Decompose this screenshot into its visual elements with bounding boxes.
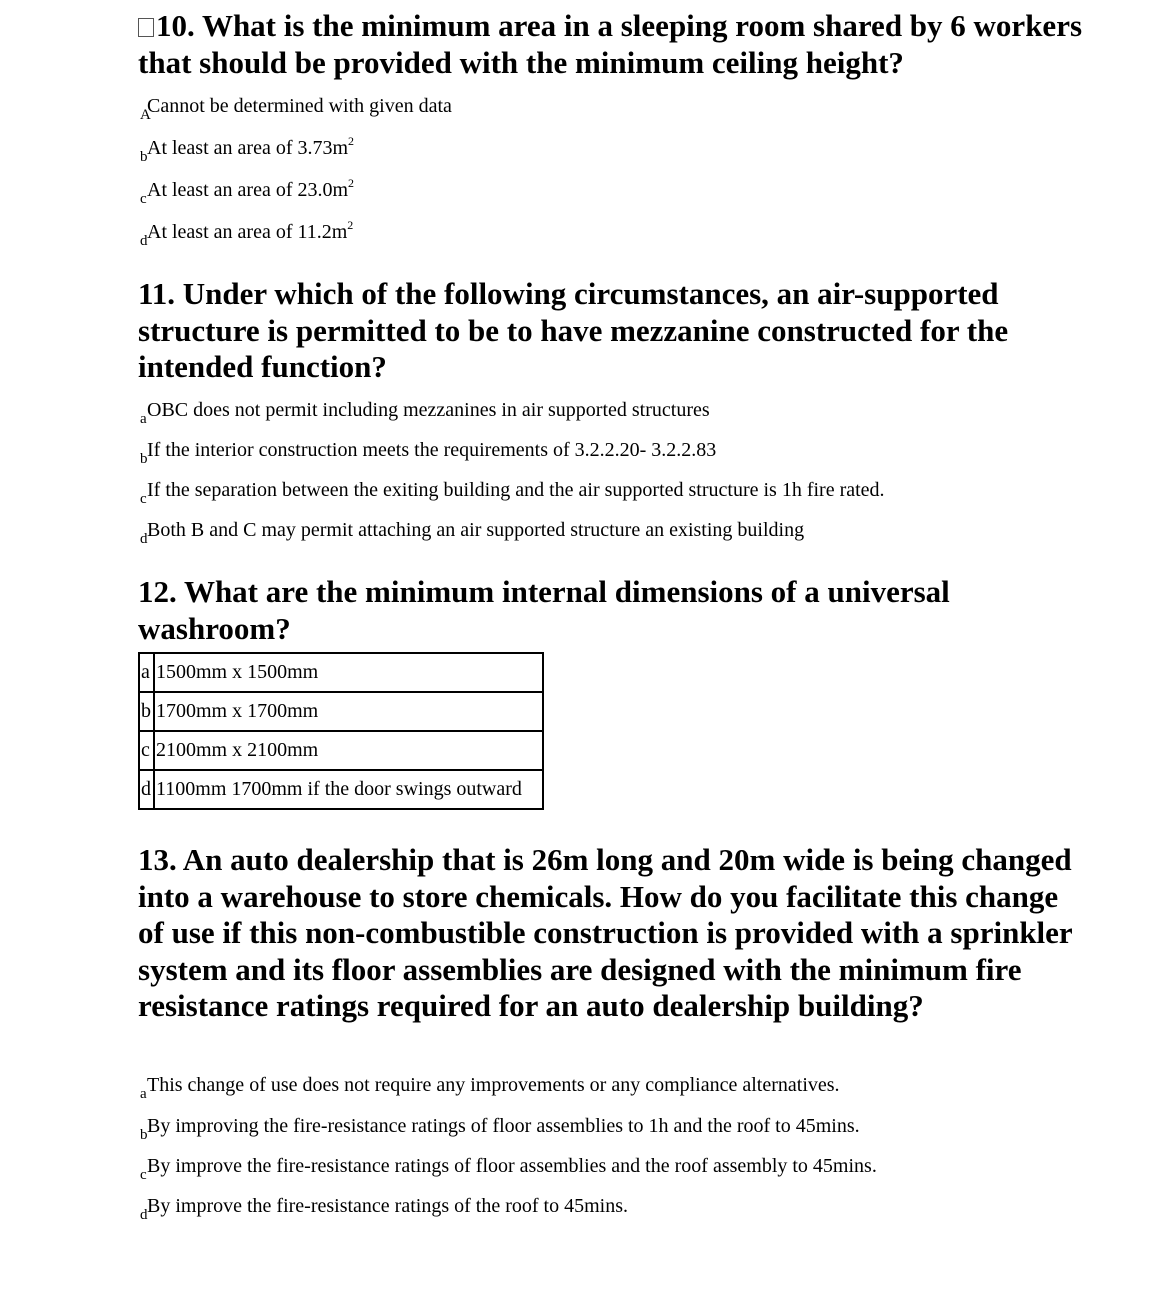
question-11-option-b: b If the interior construction meets the requirements of 3.2.2.20- 3.2.2.83 [140, 439, 717, 467]
question-10-option-d: d At least an area of $11.2m^2$ [140, 218, 354, 249]
option-text: 1100mm 1700mm if the door swings outward [154, 770, 543, 809]
table-row [139, 770, 543, 809]
question-12-title: 12. What are the minimum internal dimensions of a universal washroom? [138, 574, 950, 646]
question-13-option-a: a This change of use does not require any improvements or any compliance alternatives. [140, 1074, 840, 1102]
question-10-option-b: b At least an area of $3.73m^2$ [140, 134, 355, 165]
option-letter: d [139, 770, 154, 809]
option-letter: b [139, 692, 154, 731]
table-row [139, 731, 543, 770]
question-11-option-d: d Both B and C may permit attaching an air supported structure an existing building [140, 519, 805, 547]
question-11-title: 11. Under which of the following circumstances, an air-supported structure is permitted to be to have mezzanine constructed for the intended function? [138, 276, 1009, 384]
checkbox-icon[interactable] [138, 18, 154, 37]
option-text: 1700mm x 1700mm [154, 692, 543, 731]
question-10-title [138, 8, 1088, 81]
question-13-option-c: c By improve the fire-resistance ratings of floor assemblies and the roof assembly to 45mins. [140, 1155, 877, 1183]
option-text: 1500mm x 1500mm [154, 653, 543, 692]
option-letter: a [139, 653, 154, 692]
question-11-option-c: c If the separation between the exiting building and the air supported structure is 1h fire rated. [140, 479, 885, 507]
question-13-title: 13. An auto dealership that is 26m long and 20m wide is being changed into a warehouse to store chemicals. How do you facilitate this change of use if this non-combustible construction is provided with a sprinkler system and its floor assemblies are designed with the minimum fire resistance ratings required for an auto dealership building? [138, 842, 1073, 1023]
question-10-text: 10. What is the minimum area in a sleeping room shared by 6 workers that should be provided with the minimum ceiling height? [138, 8, 1083, 80]
option-letter: c [139, 731, 154, 770]
question-11-option-a: a OBC does not permit including mezzanines in air supported structures [140, 399, 710, 427]
option-text: 2100mm x 2100mm [154, 731, 543, 770]
table-row [139, 653, 543, 692]
answers-table [138, 652, 544, 810]
question-10-option-c: c At least an area of $23.0m^2$ [140, 176, 355, 207]
table-row [139, 692, 543, 731]
question-13-option-b: b By improving the fire-resistance ratings of floor assemblies to 1h and the roof to 45mins. [140, 1115, 860, 1143]
question-13-option-d: d By improve the fire-resistance ratings of the roof to 45mins. [140, 1195, 628, 1223]
question-10-option-a: A Cannot be determined with given data [140, 95, 452, 123]
